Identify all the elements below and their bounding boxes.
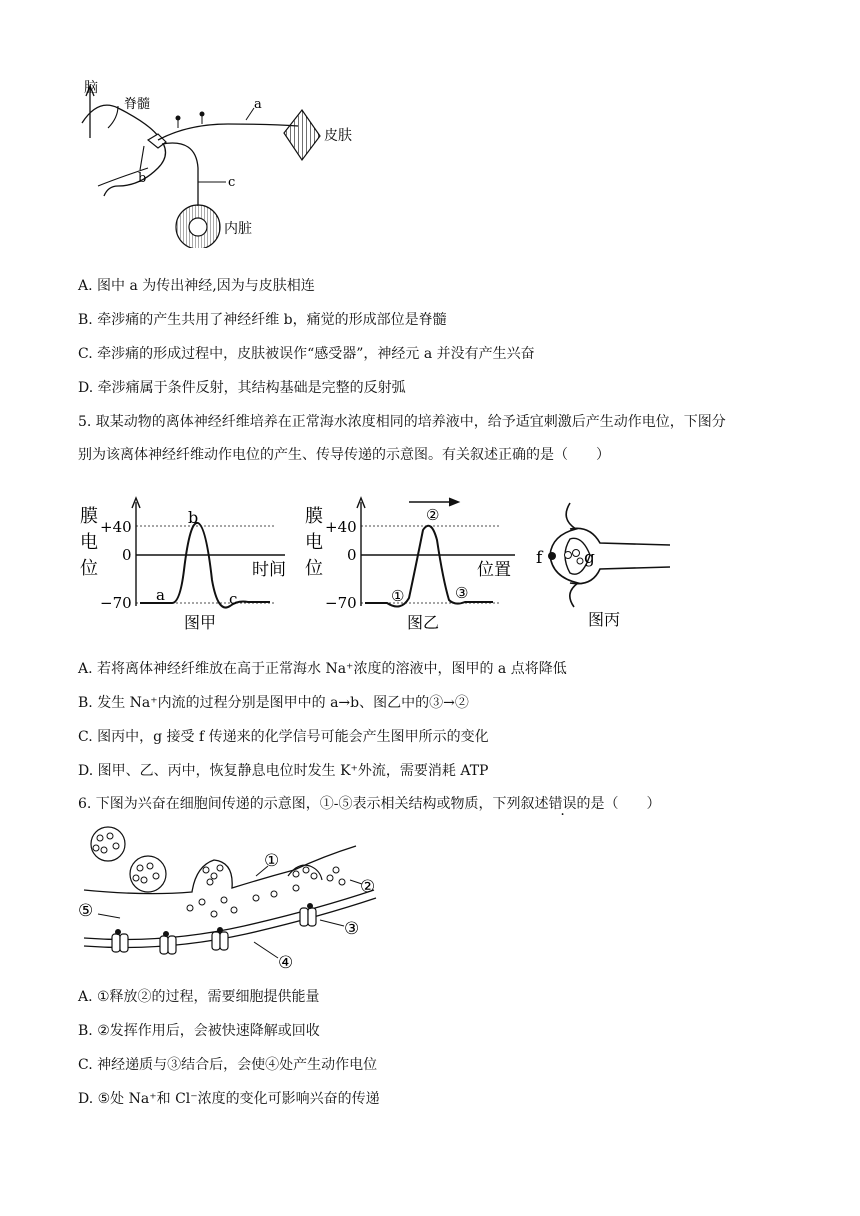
- label-spinal: 脊髓: [124, 97, 151, 112]
- label-c: c: [228, 175, 236, 190]
- q5-option-d: D. 图甲、乙、丙中，恢复静息电位时发生 K⁺外流，需要消耗 ATP: [78, 763, 489, 779]
- label-brain: 脑: [84, 80, 98, 96]
- q6-stem: 6. 下图为兴奋在细胞间传递的示意图，①-⑤表示相关结构或物质，下列叙述错误的是（ ）: [78, 796, 661, 812]
- svg-text:位置: 位置: [477, 560, 511, 580]
- q4-option-b: B. 牵涉痛的产生共用了神经纤维 b，痛觉的形成部位是脊髓: [78, 312, 447, 328]
- q6-option-c: C. 神经递质与③结合后，会使④处产生动作电位: [78, 1057, 378, 1073]
- svg-text:位: 位: [305, 558, 323, 579]
- label-a: a: [254, 97, 262, 112]
- reflex-arc-figure: [78, 78, 378, 248]
- svg-text:b: b: [188, 508, 199, 527]
- svg-text:③: ③: [344, 919, 360, 939]
- svg-text:③: ③: [455, 584, 469, 602]
- svg-text:电: 电: [80, 532, 98, 553]
- svg-text:c: c: [229, 590, 238, 608]
- q5-stem-line1: 5. 取某动物的离体神经纤维培养在正常海水浓度相同的培养液中，给予适宜刺激后产生动作电位，下图分: [78, 414, 726, 430]
- label-skin: 皮肤: [324, 128, 352, 144]
- svg-text:②: ②: [360, 877, 376, 897]
- svg-text:膜: 膜: [80, 506, 98, 527]
- figure-yi: [305, 490, 520, 635]
- svg-text:电: 电: [305, 532, 323, 553]
- svg-text:−70: −70: [100, 594, 132, 612]
- q6-stem-emphasis: 错误: [548, 796, 577, 812]
- svg-text:f: f: [536, 548, 543, 568]
- q5-option-c: C. 图丙中，g 接受 f 传递来的化学信号可能会产生图甲所示的变化: [78, 729, 489, 745]
- synapse-figure: [74, 822, 394, 974]
- q5-option-b: B. 发生 Na⁺内流的过程分别是图甲中的 a→b、图乙中的③→②: [78, 695, 469, 711]
- label-b: b: [138, 171, 147, 186]
- figure-bing: [530, 495, 680, 635]
- svg-text:②: ②: [426, 506, 440, 524]
- svg-text:g: g: [584, 548, 595, 568]
- svg-text:a: a: [156, 586, 165, 604]
- svg-text:④: ④: [278, 953, 294, 973]
- q5-stem-line2: 别为该离体神经纤维动作电位的产生、传导传递的示意图。有关叙述正确的是（ ）: [78, 447, 610, 463]
- q6-option-d: D. ⑤处 Na⁺和 Cl⁻浓度的变化可影响兴奋的传递: [78, 1091, 380, 1107]
- svg-text:①: ①: [264, 851, 280, 871]
- svg-text:0: 0: [347, 546, 357, 564]
- conduction-curve: [365, 526, 493, 607]
- label-viscera: 内脏: [224, 221, 252, 237]
- svg-text:图乙: 图乙: [407, 613, 440, 632]
- q4-option-d: D. 牵涉痛属于条件反射，其结构基础是完整的反射弧: [78, 380, 406, 396]
- svg-text:⑤: ⑤: [78, 901, 94, 921]
- q4-option-c: C. 牵涉痛的形成过程中，皮肤被误作“感受器”，神经元 a 并没有产生兴奋: [78, 346, 535, 362]
- svg-text:+40: +40: [100, 518, 132, 536]
- svg-text:膜: 膜: [305, 506, 323, 527]
- svg-text:时间: 时间: [252, 560, 286, 580]
- q5-option-a: A. 若将离体神经纤维放在高于正常海水 Na⁺浓度的溶液中，图甲的 a 点将降低: [78, 661, 567, 677]
- svg-text:位: 位: [80, 558, 98, 579]
- q6-option-b: B. ②发挥作用后，会被快速降解或回收: [78, 1023, 320, 1039]
- svg-text:0: 0: [122, 546, 132, 564]
- svg-text:−70: −70: [325, 594, 357, 612]
- q4-option-a: A. 图中 a 为传出神经,因为与皮肤相连: [78, 278, 315, 294]
- svg-text:①: ①: [391, 587, 405, 605]
- svg-text:图甲: 图甲: [184, 613, 217, 632]
- svg-text:+40: +40: [325, 518, 357, 536]
- figure-jia: [80, 490, 295, 635]
- q6-option-a: A. ①释放②的过程，需要细胞提供能量: [78, 989, 320, 1005]
- svg-text:图丙: 图丙: [588, 610, 621, 629]
